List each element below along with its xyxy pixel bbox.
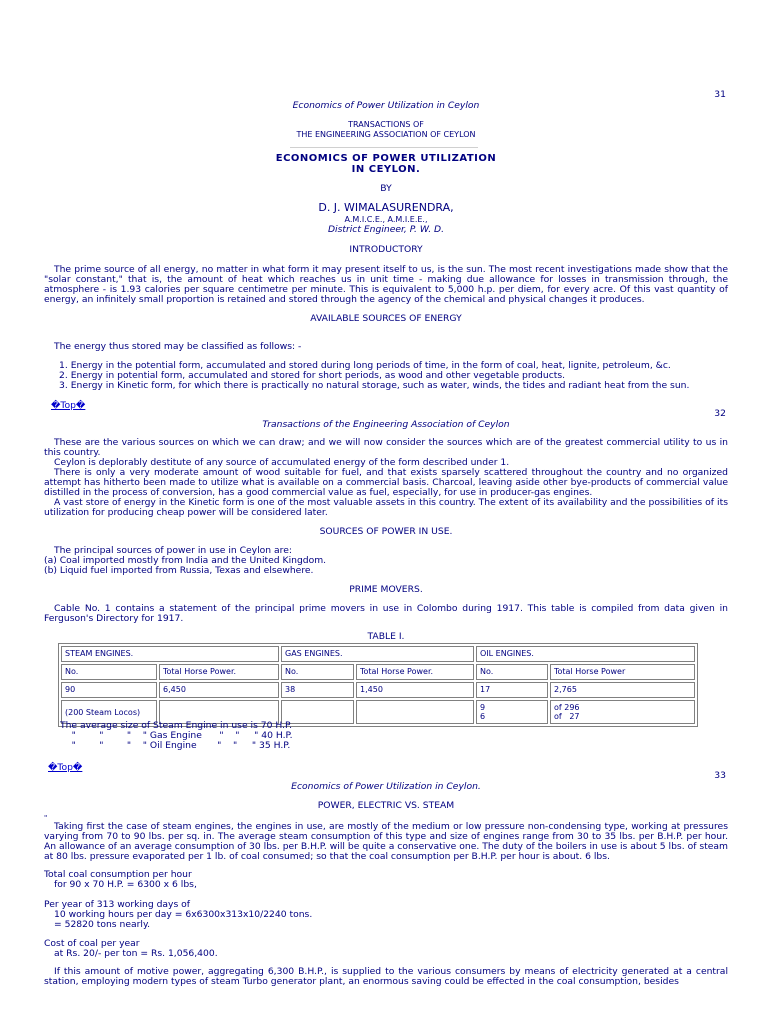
paragraph: If this amount of motive power, aggregating 6,300 B.H.P., is supplied to the various consumers by means of electricity generated at a central station, employing modern types of steam Turbo generator plant, an enormous saving could be effected in the coal consumption, besides: [44, 966, 728, 987]
table-cell: 38: [281, 682, 354, 698]
table-cell: [356, 700, 474, 724]
source-item-a: (a) Coal imported mostly from India and the United Kingdom.: [44, 555, 327, 566]
main-title-line2: IN CEYLON.: [351, 164, 421, 175]
list-item: 3. Energy in Kinetic form, for which there is practically no natural storage, such as water, winds, the tides and radiant heat from the sun.: [59, 380, 690, 391]
paragraph: These are the various sources on which we can draw; and we will now consider the sources which are of the greatest commercial utility to us in this country.: [44, 437, 728, 458]
table-group-header: GAS ENGINES.: [281, 646, 474, 662]
principal-sources-text: The principal sources of power in use in Ceylon are:: [54, 545, 292, 556]
running-title: Transactions of the Engineering Association of Ceylon: [262, 419, 510, 430]
back-to-top-link[interactable]: �Top�: [48, 762, 83, 773]
calc-label: Total coal consumption per hour: [44, 869, 192, 880]
author-position: District Engineer, P. W. D.: [327, 224, 445, 235]
calc-label: Per year of 313 working days of: [44, 899, 191, 910]
heading-introductory: INTRODUCTORY: [349, 244, 423, 255]
back-to-top-link[interactable]: �Top�: [51, 400, 86, 411]
classified-text: The energy thus stored may be classified as follows: -: [54, 341, 302, 352]
page-number-31: 31: [714, 89, 726, 100]
paragraph: Taking first the case of steam engines, the engines in use, are mostly of the medium or low pressure non-condensing type, working at pressures varying from 70 to 90 lbs. per sq. in. The average steam consumption of this type and size of engines range from 30 to 35 lbs. per B.H.P. per hour. An allowance of an average consumption of 30 lbs. per B.H.P. will be quite a conservative one. The duty of the boilers in use is about 5 lbs. of steam at 80 lbs. pressure evaporated per 1 lb. of coal consumed; so that the coal consumption per B.H.P. per hour is about. 6 lbs.: [44, 821, 728, 862]
list-item: 1. Energy in the potential form, accumulated and stored during long periods of time, in the form of coal, heat, lignite, petroleum, &c.: [59, 360, 671, 371]
table-cell: 2,765: [550, 682, 695, 698]
average-size-line: " " " " Gas Engine " " " 40 H.P.: [60, 730, 293, 741]
main-title-line1: ECONOMICS OF POWER UTILIZATION: [275, 153, 497, 164]
title-divider: [290, 147, 478, 148]
table-group-header: OIL ENGINES.: [476, 646, 695, 662]
stray-mark: ": [44, 814, 48, 822]
list-item: 2. Energy in potential form, accumulated and stored for short periods, as wood and other vegetable products.: [59, 370, 566, 381]
source-item-b: (b) Liquid fuel imported from Russia, Texas and elsewhere.: [44, 565, 314, 576]
calc-label: Cost of coal per year: [44, 938, 140, 949]
table-group-header-row: [61, 646, 695, 662]
paragraph: Ceylon is deplorably destitute of any source of accumulated energy of the form described under 1.: [54, 457, 510, 468]
table-header: Total Horse Power.: [356, 664, 474, 680]
average-size-line: The average size of Steam Engine in use is 70 H.P.: [60, 720, 293, 731]
table-cell: 6,450: [159, 682, 279, 698]
page-number-32: 32: [714, 408, 726, 419]
table-cell: 90: [61, 682, 157, 698]
table-cell: of 296 of 27: [550, 700, 695, 724]
calc-value: at Rs. 20/- per ton = Rs. 1,056,400.: [54, 948, 218, 959]
page-number-33: 33: [714, 770, 726, 781]
paragraph: There is only a very moderate amount of wood suitable for fuel, and that exists sparsely scattered throughout the country and no organized attempt has hitherto been made to utilize what is available on a commercial basis. Charcoal, leaving aside other bye-products of commercial value distilled in the process of conversion, has a good commercial value as fuel, especially, for use in producer-gas engines.: [44, 467, 728, 498]
calc-value: 10 working hours per day = 6x6300x313x10/2240 tons.: [54, 909, 313, 920]
table-header-row: [61, 664, 695, 680]
running-title: Economics of Power Utilization in Ceylon: [292, 100, 480, 111]
intro-paragraph: The prime source of all energy, no matter in what form it may present itself to us, is the sun. The most recent investigations made show that the "solar constant," that is, the amount of heat which reaches us in unit time - making due allowance for losses in transmission through, the atmosphere - is 1.93 calories per square centimetre per minute. This is equivalent to 5,000 h.p. per diem, for every acre. Of this vast quantity of energy, an infinitely small proportion is retained and stored through the agency of the chemical and physical changes it produces.: [44, 264, 728, 305]
prime-movers-table: [58, 643, 698, 727]
author-credentials: A.M.I.C.E., A.M.I.E.E.,: [344, 215, 428, 224]
energy-list: [59, 361, 739, 391]
by-line: BY: [380, 183, 392, 194]
table-cell: (200 Steam Locos): [61, 700, 157, 724]
heading-available-sources: AVAILABLE SOURCES OF ENERGY: [310, 313, 462, 324]
table-header: No.: [476, 664, 548, 680]
table-header: No.: [281, 664, 354, 680]
transactions-line: TRANSACTIONS OF: [348, 120, 424, 129]
calc-value: for 90 x 70 H.P. = 6300 x 6 lbs,: [54, 879, 197, 890]
table-header: Total Horse Power.: [159, 664, 279, 680]
heading-prime-movers: PRIME MOVERS.: [349, 584, 423, 595]
table-title: TABLE I.: [367, 631, 405, 642]
cable-paragraph: Cable No. 1 contains a statement of the principal prime movers in use in Colombo during 1917. This table is compiled from data given in Ferguson's Directory for 1917.: [44, 603, 728, 624]
table-group-header: STEAM ENGINES.: [61, 646, 279, 662]
heading-power-electric-vs-steam: POWER, ELECTRIC VS. STEAM: [317, 800, 455, 811]
author-name: D. J. WIMALASURENDRA,: [318, 201, 454, 214]
table-cell: 17: [476, 682, 548, 698]
table-header: No.: [61, 664, 157, 680]
average-size-line: " " " " Oil Engine " " " 35 H.P.: [60, 740, 291, 751]
heading-sources-in-use: SOURCES OF POWER IN USE.: [319, 526, 453, 537]
table-header: Total Horse Power: [550, 664, 695, 680]
table-cell: 1,450: [356, 682, 474, 698]
running-title: Economics of Power Utilization in Ceylon.: [291, 781, 481, 792]
association-line: THE ENGINEERING ASSOCIATION OF CEYLON: [296, 130, 476, 139]
table-row: [61, 682, 695, 698]
table-cell: 9 6: [476, 700, 548, 724]
paragraph: A vast store of energy in the Kinetic form is one of the most valuable assets in this country. The extent of its availability and the possibilities of its utilization for producing cheap power will be considered later.: [44, 497, 728, 518]
calc-value: = 52820 tons nearly.: [54, 919, 151, 930]
